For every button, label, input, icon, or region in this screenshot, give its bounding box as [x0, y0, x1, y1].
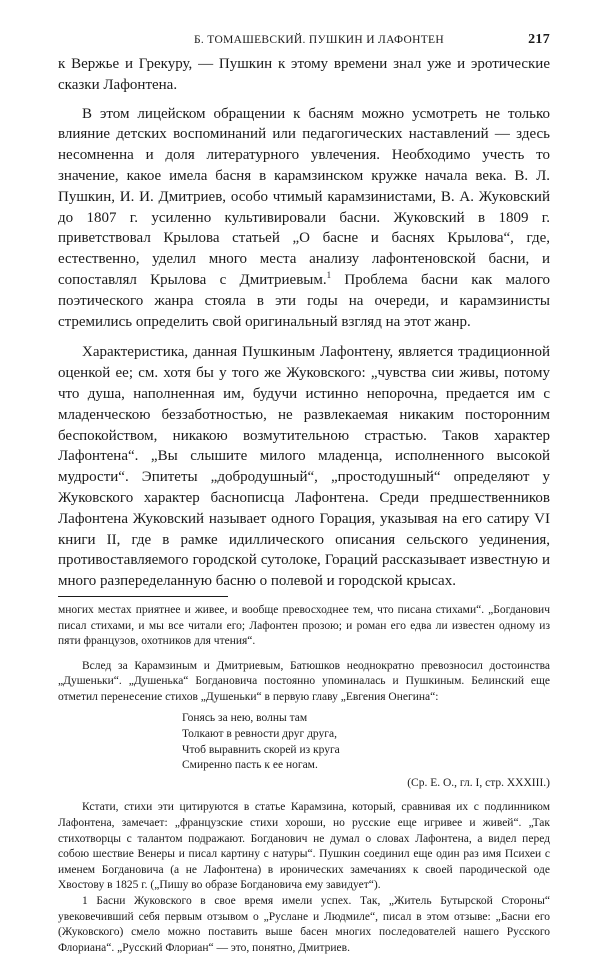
footnote-divider [58, 596, 228, 597]
book-page [58, 34, 550, 956]
poem-line: Смиренно пасть к ее ногам. [182, 759, 318, 772]
footnotes [58, 603, 550, 956]
main-text [58, 54, 550, 592]
poem-line: Толкают в ревности друг друга, [182, 728, 337, 741]
poem-quote [182, 711, 550, 773]
poem-line: Гонясь за нею, волны там [182, 712, 308, 725]
running-title: Б. ТОМАШЕВСКИЙ. ПУШКИН И ЛАФОНТЕН [194, 34, 444, 46]
note-paragraph-a: Вслед за Карамзиным и Дмитриевым, Батюшков неоднократно превозносил достоинства „Душеньки“. „Душенька“ Богдановича постоянно упоминалась и Пушкиным. Белинский еще отметил перенесение стихов „Душеньки“ в первую главу „Евгения Онегина“: [58, 659, 550, 703]
note-paragraph-b: Кстати, стихи эти цитируются в статье Карамзина, который, сравнивая их с подлинником Лафонтена, замечает: „французские стихи хороши, но русские еще игривее и живей“. „Так стихотворцы с талантом подражают. Богданович не думал о словах Лафонтена, а видел перед собою шествие Венеры и писал картину с натуры“. Пушкин соединил еще один раз имя Психеи с именем Богдановича (а не Лафонтена) в иронических замечаниях к своей пародической оде Хвостову в 1825 г. („Пишу во образе Богдановича ему завидует“). [58, 801, 550, 892]
poem-source: (Ср. Е. О., гл. I, стр. XXXIII.) [407, 776, 550, 789]
paragraph-3: Характеристика, данная Пушкиным Лафонтену, является традиционной оценкой ее; см. хотя бы у того же Жуковского: „чувства сии живы, потому что душа, наполненная им, будучи истинно непорочна, предается им с младенческою беззаботностью, не развлекаемая никаким посторонним беспокойством, никакою возмутительною страстью. Таков характер Лафонтена“. „Вы слышите милого младенца, исполненного высокой мудрости“. Эпитеты „добродушный“, „простодушный“ определяют у Жуковского характер баснописца Лафонтена. Среди предшественников Лафонтена Жуковский называет одного Горация, указывая на его сатиру VI книги II, где в рамке идиллического описания сельского уединения, противоставляемого городской сутолоке, Гораций рассказывает известную и много разпеределанную басню о полевой и городской крысах. [58, 344, 550, 590]
paragraph-2 [58, 104, 550, 333]
note-continuation: многих местах приятнее и живее, и вообще превосходнее тем, что писана стихами“. „Богданович писал стихами, и мы все читали его; Лафонтен прозою; и роман его едва ли известен одному из пяти французов, охотников для чтения“. [58, 603, 550, 648]
poem-line: Чтоб выравнить скорей из круга [182, 743, 340, 756]
running-head [58, 34, 550, 54]
paragraph-1: к Вержье и Грекуру, — Пушкин к этому времени знал уже и эротические сказки Лафонтена. [58, 56, 550, 93]
page-number: 217 [528, 32, 550, 47]
footnote-1: 1 Басни Жуковского в свое время имели успех. Так, „Житель Бутырской Стороны“ увековечивший себя первым отзывом о „Руслане и Людмиле“, писал в этом отзыве: „Басни его (Жуковского) смело можно поставить выше басен многих последователей нашего Русского Флориана“. „Русский Флориан“ — это, понятно, Дмитриев. [58, 895, 550, 954]
footnote-marker: 1 [326, 269, 332, 280]
paragraph-2-text: В этом лицейском обращении к басням можно усмотреть не только влияние детских воспоминаний или педагогических наставлений — здесь несомненна и доля литературного увлечения. Необходимо учесть то значение, какое имела басня в карамзинском кружке начала века. В. Л. Пушкин, И. И. Дмитриев, особо чтимый карамзинистами, В. А. Жуковский до 1807 г. усиленно культивировали басни. Жуковский в 1809 г. приветствовал Крылова статьей „О басне и баснях Крылова“, где, естественно, уделил много места анализу лафонтеновской басни, и сопоставлял Крылова с Дмитриевым. [58, 105, 550, 288]
paragraph-2-tail: Проблема басни как малого поэтического жанра стояла в эти годы на очереди, и карамзинисты стремились определить свой оригинальный взгляд на этот жанр. [58, 271, 550, 330]
